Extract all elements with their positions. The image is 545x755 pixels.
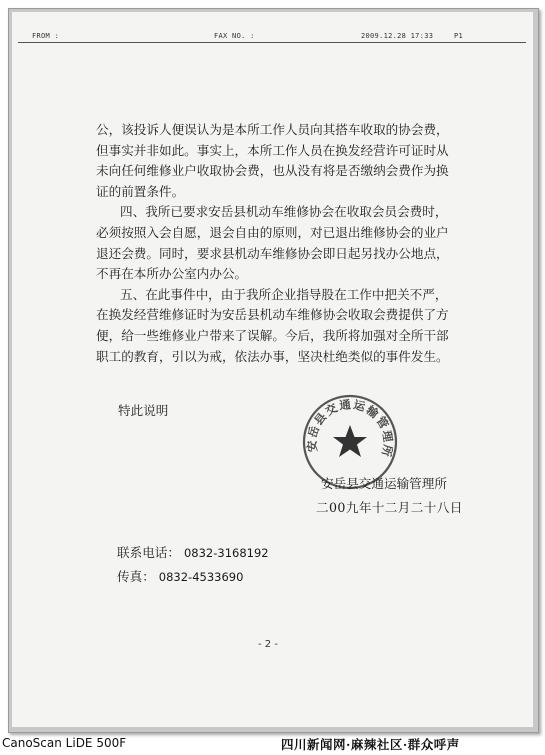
text-line: 证的前置条件。 (96, 183, 185, 199)
page-number: - 2 - (258, 639, 278, 650)
scanner-label: CanoScan LiDE 500F (2, 736, 127, 750)
fax-page: P1 (454, 32, 464, 40)
text-line: 职工的教育，引以为戒，依法办事，坚决杜绝类似的事件发生。 (96, 348, 449, 364)
letter-body (96, 120, 462, 367)
text-line: 便，给一些维修业户带来了误解。今后，我所将加强对全所干部 (96, 327, 449, 343)
fax-label: 传真： (117, 569, 155, 584)
text-line: 不再在本所办公室内办公。 (96, 266, 248, 282)
signature-date: 二00九年十二月二十八日 (316, 500, 463, 515)
paragraph-four (96, 202, 462, 284)
fax-from: FROM : (32, 32, 60, 40)
text-line: 公，该投诉人便误认为是本所工作人员向其搭车收取的协会费， (96, 122, 449, 137)
fax-header (18, 26, 526, 43)
signature-organization: 安岳县交通运输管理所 (321, 476, 447, 491)
closing-remark: 特此说明 (118, 403, 169, 418)
fax-datetime: 2009.12.28 17:33 (361, 32, 434, 40)
text-line: 未向任何维修业户收取协会费，也从没有将是否缴纳会费作为换 (96, 163, 449, 179)
paragraph-continuation (96, 120, 462, 202)
contact-phone (117, 542, 269, 561)
text-line: 退还会费。同时，要求县机动车维修协会即日起另找办公地点， (96, 245, 449, 261)
phone-label: 联系电话： (117, 545, 180, 560)
phone-number: 0832-3168192 (183, 546, 269, 560)
text-line: 必须按照入会自愿，退会自由的原则，对已退出维修协会的业户 (96, 224, 449, 240)
paragraph-five (96, 285, 462, 367)
text-line: 但事实并非如此。事实上，本所工作人员在换发经营许可证时从 (96, 142, 449, 158)
text-line: 四、我所已要求安岳县机动车维修协会在收取会员会费时， (120, 204, 448, 220)
contact-fax (117, 566, 243, 585)
text-line: 五、在此事件中，由于我所企业指导股在工作中把关不严， (120, 286, 448, 302)
source-watermark: 四川新闻网·麻辣社区·群众呼声 (281, 737, 460, 752)
fax-number: FAX NO. : (214, 32, 255, 40)
fax-number-value: 0832-4533690 (158, 570, 244, 584)
text-line: 在换发经营维修证时为安岳县机动车维修协会收取会费提供了方 (96, 307, 449, 323)
svg-text:安岳县交通运输管理所: 安岳县交通运输管理所 (304, 397, 396, 460)
